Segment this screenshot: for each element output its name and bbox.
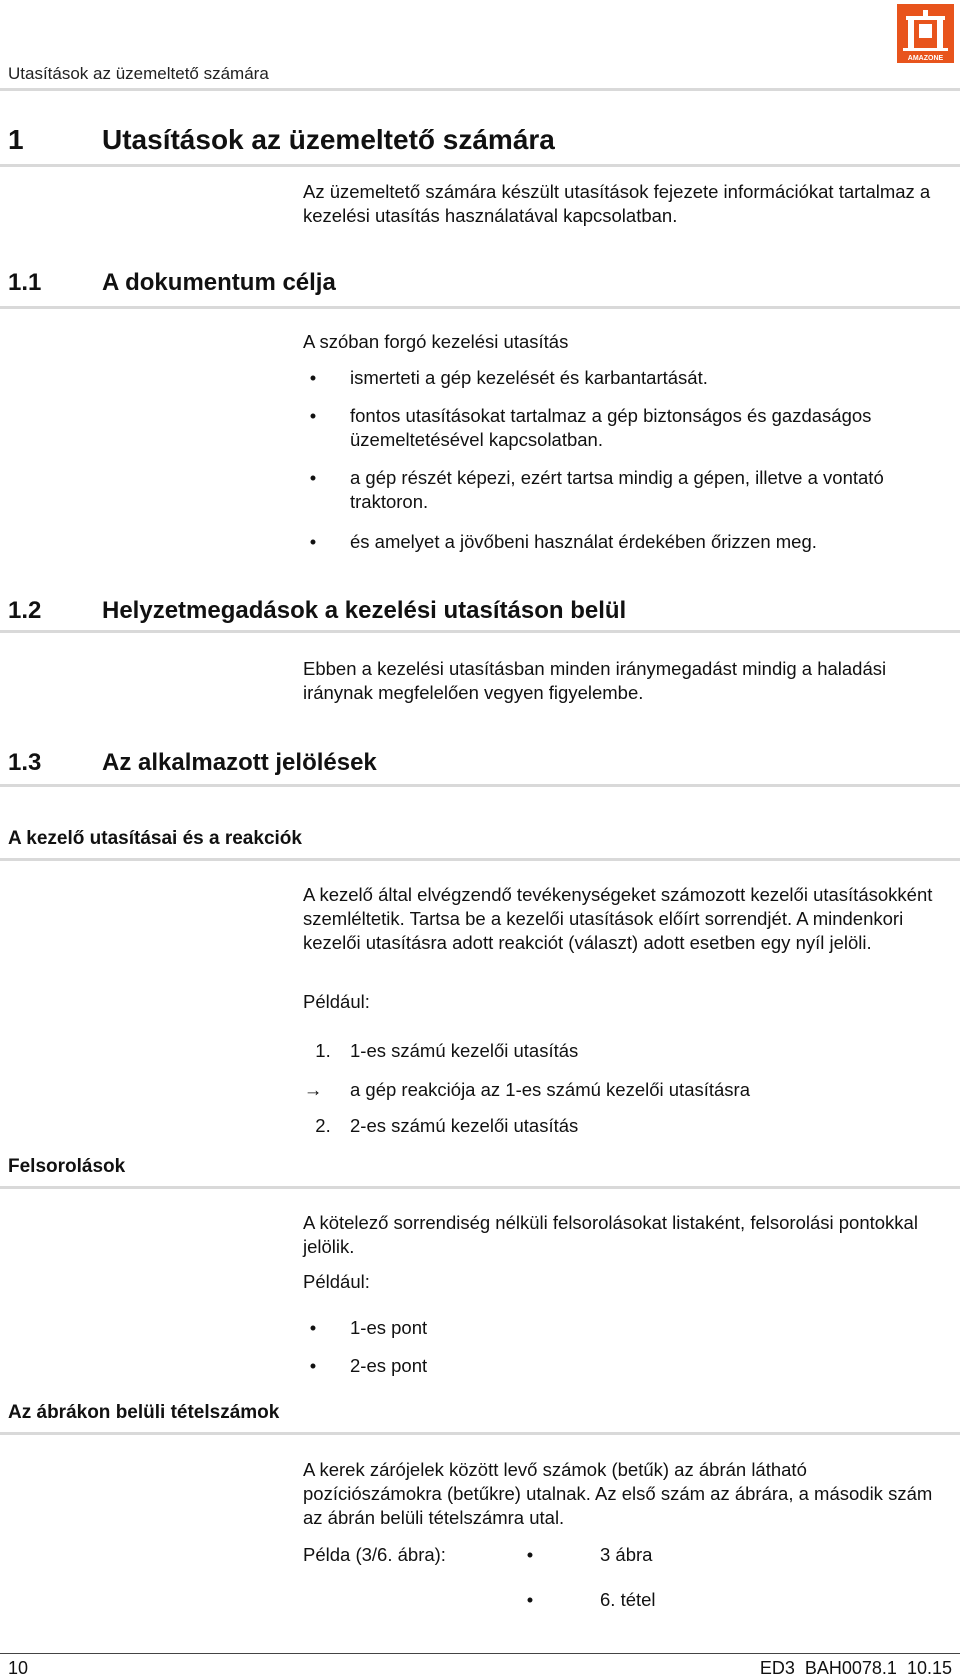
section-title: Utasítások az üzemeltető számára bbox=[102, 124, 555, 155]
section-1-2-heading bbox=[8, 597, 908, 627]
list-item: • 6. tétel bbox=[520, 1588, 920, 1612]
logo-text: AMAZONE bbox=[907, 55, 944, 62]
positions-text: A kerek zárójelek között levő számok (betűk) az ábrán látható pozíciószámokra (betűkre) utalnak. Az első szám az ábrára, a második szám az ábrán belüli tételszámra utal. bbox=[303, 1459, 933, 1528]
section-number: 1.2 bbox=[8, 597, 42, 624]
page-number: 10 bbox=[8, 1658, 29, 1678]
section-rule bbox=[0, 306, 960, 309]
list-item: • ismerteti a gép kezelését és karbantartását. bbox=[303, 366, 943, 390]
section-rule bbox=[0, 630, 960, 633]
list-item: • fontos utasításokat tartalmaz a gép biztonságos és gazdaságos üzemeltetésével kapcsolatban. bbox=[303, 404, 943, 452]
positions-example-label: Példa (3/6. ábra): bbox=[303, 1544, 446, 1565]
section-1-2-text: Ebben a kezelési utasításban minden iránymegadást mindig a haladási iránynak megfelelően vegyen figyelembe. bbox=[303, 658, 887, 703]
document-code: ED3 BAH0078.1 10.15 bbox=[759, 1658, 952, 1678]
section-1-heading bbox=[8, 124, 908, 158]
section-number: 1.1 bbox=[8, 269, 42, 296]
running-header: Utasítások az üzemeltető számára bbox=[8, 64, 269, 83]
step-marker: 2. bbox=[315, 1115, 331, 1136]
list-item: • 2-es pont bbox=[303, 1354, 943, 1378]
lists-example-label: Például: bbox=[303, 1271, 370, 1292]
list-item: 2. 2-es számú kezelői utasítás bbox=[303, 1114, 943, 1138]
section-1-1-lead: A szóban forgó kezelési utasítás bbox=[303, 331, 569, 352]
operator-text: A kezelő által elvégzendő tevékenységeket számozott kezelői utasításokként szemléltetik. Tartsa be a kezelői utasítások előírt sorrendjét. A mindenkori kezelői utasításra adott reakciót (választ) adott esetben egy nyíl jelöli. bbox=[303, 884, 933, 953]
subsection-rule bbox=[0, 1432, 960, 1435]
list-item: → a gép reakciója az 1-es számú kezelői utasításra bbox=[303, 1079, 751, 1100]
list-item: 1. 1-es számú kezelői utasítás bbox=[303, 1039, 943, 1063]
subsection-positions-title: Az ábrákon belüli tételszámok bbox=[8, 1402, 280, 1423]
operator-example-label: Például: bbox=[303, 991, 370, 1012]
subsection-rule bbox=[0, 858, 960, 861]
subsection-lists-title: Felsorolások bbox=[8, 1156, 126, 1177]
section-rule bbox=[0, 164, 960, 167]
list-item: • 1-es pont bbox=[303, 1316, 943, 1340]
list-item: • a gép részét képezi, ezért tartsa mindig a gépen, illetve a vontató traktoron. bbox=[303, 466, 943, 514]
arrow-right-icon: → bbox=[303, 1079, 323, 1100]
tractor-logo-icon bbox=[897, 4, 954, 63]
lists-text: A kötelező sorrendiség nélküli felsorolásokat listaként, felsorolási pontokkal jelölik. bbox=[303, 1212, 918, 1257]
bullet-icon: • bbox=[526, 1589, 534, 1610]
list-item: • és amelyet a jövőbeni használat érdekében őrizzen meg. bbox=[303, 530, 943, 554]
list-item: • 3 ábra bbox=[520, 1543, 920, 1567]
footer-rule bbox=[0, 1653, 960, 1654]
bullet-icon: • bbox=[309, 1317, 317, 1338]
bullet-icon: • bbox=[309, 531, 317, 552]
bullet-icon: • bbox=[309, 405, 317, 426]
bullet-icon: • bbox=[309, 467, 317, 488]
section-number: 1 bbox=[8, 124, 24, 155]
bullet-icon: • bbox=[526, 1544, 534, 1565]
amazone-logo bbox=[897, 4, 954, 63]
section-1-intro: Az üzemeltető számára készült utasítások fejezete információkat tartalmaz a kezelési utasítás használatával kapcsolatban. bbox=[303, 181, 931, 226]
section-rule bbox=[0, 784, 960, 787]
section-1-3-heading bbox=[8, 749, 908, 779]
bullet-icon: • bbox=[309, 1355, 317, 1376]
section-title: Helyzetmegadások a kezelési utasításon belül bbox=[102, 597, 627, 624]
header-rule bbox=[0, 88, 960, 91]
section-number: 1.3 bbox=[8, 749, 42, 776]
subsection-rule bbox=[0, 1186, 960, 1189]
section-1-1-heading bbox=[8, 269, 908, 299]
subsection-operator-title: A kezelő utasításai és a reakciók bbox=[8, 828, 302, 849]
section-title: Az alkalmazott jelölések bbox=[102, 749, 377, 776]
bullet-icon: • bbox=[309, 367, 317, 388]
step-marker: 1. bbox=[315, 1040, 331, 1061]
section-title: A dokumentum célja bbox=[102, 269, 336, 296]
